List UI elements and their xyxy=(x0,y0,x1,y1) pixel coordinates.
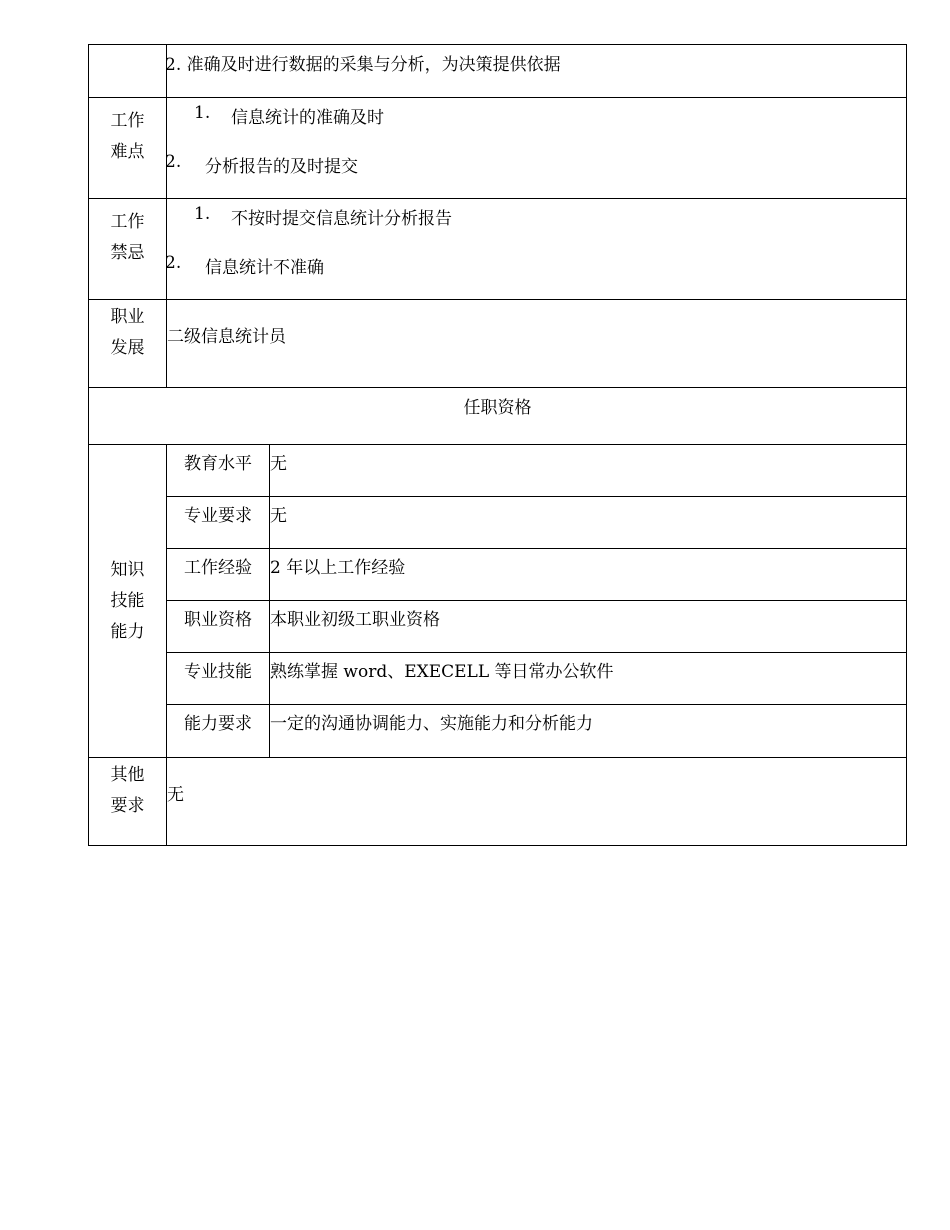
difficulty-label: 工作 难点 xyxy=(89,98,167,199)
difficulty-item-1-text: 信息统计的准确及时 xyxy=(231,108,384,128)
goal-item-2: 2. 准确及时进行数据的采集与分析，为决策提供依据 xyxy=(165,55,561,75)
experience-label: 工作经验 xyxy=(167,549,270,601)
qualifications-title-row xyxy=(89,388,907,445)
taboo-content-cell xyxy=(167,199,907,300)
major-label: 专业要求 xyxy=(167,497,270,549)
skills-label: 专业技能 xyxy=(167,653,270,705)
taboo-item-2-text: 信息统计不准确 xyxy=(205,258,324,278)
difficulty-content-cell xyxy=(167,98,907,199)
taboo-item-1-num: 1. xyxy=(194,204,211,224)
difficulty-item-2-num: 2. xyxy=(165,152,182,172)
skills-value: 熟练掌握 word、EXECELL 等日常办公软件 xyxy=(270,653,907,705)
other-row xyxy=(89,758,907,846)
taboo-row xyxy=(89,199,907,300)
certification-label: 职业资格 xyxy=(167,601,270,653)
qualification-row xyxy=(89,653,907,705)
education-label: 教育水平 xyxy=(167,445,270,497)
qualification-row xyxy=(89,601,907,653)
difficulty-item-1-num: 1. xyxy=(194,103,211,123)
goal-label-cell xyxy=(89,45,167,98)
certification-value: 本职业初级工职业资格 xyxy=(270,601,907,653)
goal-row xyxy=(89,45,907,98)
ability-label: 能力要求 xyxy=(167,705,270,758)
qualification-row xyxy=(89,497,907,549)
career-row xyxy=(89,300,907,388)
taboo-label: 工作 禁忌 xyxy=(89,199,167,300)
goal-content-cell xyxy=(167,45,907,98)
difficulty-row xyxy=(89,98,907,199)
ability-value: 一定的沟通协调能力、实施能力和分析能力 xyxy=(270,705,907,758)
taboo-item-2-num: 2. xyxy=(165,253,182,273)
major-value: 无 xyxy=(270,497,907,549)
other-label: 其他 要求 xyxy=(89,758,167,846)
career-content-cell xyxy=(167,300,907,388)
education-value: 无 xyxy=(270,445,907,497)
job-description-table xyxy=(88,44,907,846)
qualification-row xyxy=(89,445,907,497)
qualification-row xyxy=(89,549,907,601)
qualification-row xyxy=(89,705,907,758)
career-label: 职业 发展 xyxy=(89,300,167,388)
other-content-cell xyxy=(167,758,907,846)
difficulty-item-2-text: 分析报告的及时提交 xyxy=(205,157,358,177)
experience-value: 2 年以上工作经验 xyxy=(270,549,907,601)
taboo-item-1-text: 不按时提交信息统计分析报告 xyxy=(231,209,452,229)
qualifications-title: 任职资格 xyxy=(89,388,907,445)
career-value: 二级信息统计员 xyxy=(167,327,286,347)
other-value: 无 xyxy=(167,785,184,805)
knowledge-skill-ability-label: 知识 技能 能力 xyxy=(89,445,167,758)
